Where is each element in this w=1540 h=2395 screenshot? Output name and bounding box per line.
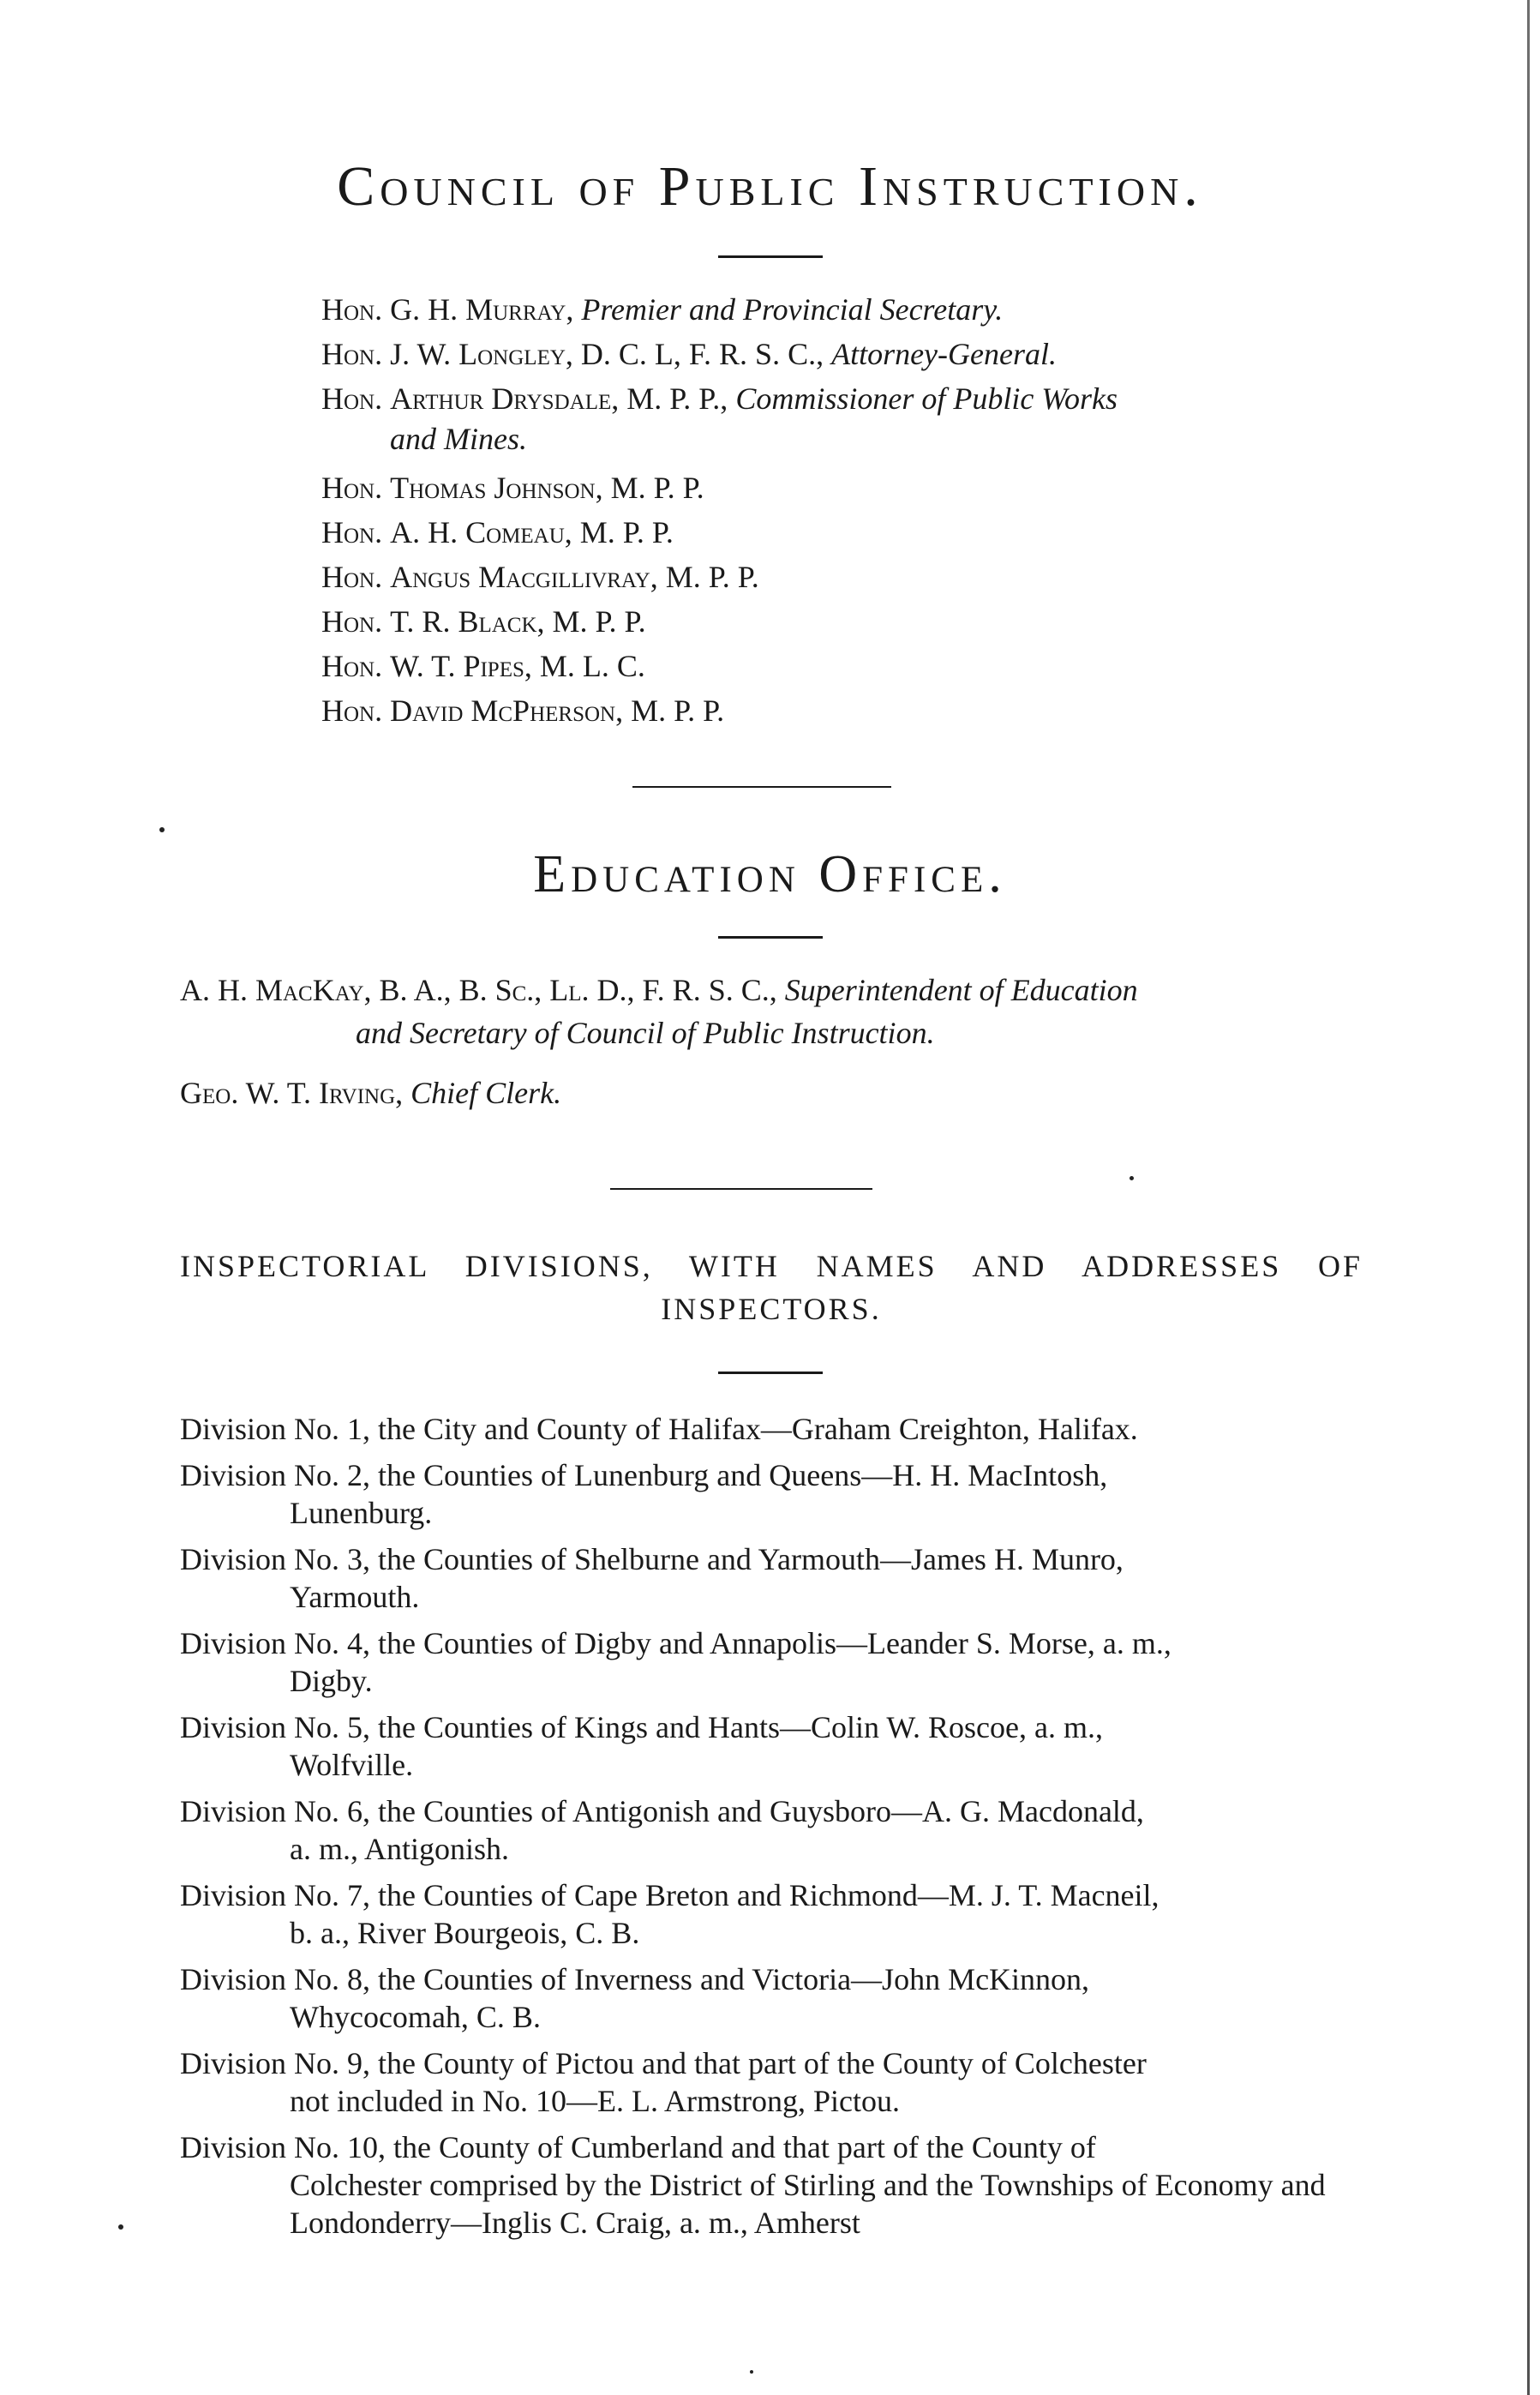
division-entry xyxy=(180,1410,1363,1448)
council-member-list xyxy=(321,287,1384,733)
member-name: Thomas Johnson, M. P. P. xyxy=(390,471,704,505)
print-speck xyxy=(1130,1176,1134,1180)
council-member xyxy=(321,376,1384,457)
division-text: Division No. 7, the Counties of Cape Breton and Richmond—M. J. T. Macneil, xyxy=(180,1878,1159,1912)
division-list xyxy=(180,1410,1363,2250)
page-edge-shadow xyxy=(1527,0,1530,2395)
member-prefix: Hon. xyxy=(321,560,383,594)
member-role: Premier and Provincial Secretary. xyxy=(581,292,1004,327)
division-entry xyxy=(180,1876,1363,1952)
council-member xyxy=(321,287,1384,332)
section-divider xyxy=(610,1188,872,1190)
member-name: T. R. Black, M. P. P. xyxy=(390,604,646,639)
title-rule xyxy=(718,1372,823,1374)
member-name: A. H. Comeau, M. P. P. xyxy=(390,515,674,549)
member-prefix: Hon. xyxy=(321,649,383,683)
division-continuation: a. m., Antigonish. xyxy=(290,1832,510,1866)
council-member xyxy=(321,465,1384,510)
council-member xyxy=(321,644,1384,688)
division-entry xyxy=(180,1792,1363,1868)
title-rule xyxy=(718,936,823,939)
division-text: Division No. 5, the Counties of Kings and Hants—Colin W. Roscoe, a. m., xyxy=(180,1710,1103,1744)
council-member xyxy=(321,332,1384,376)
division-continuation: not included in No. 10—E. L. Armstrong, Pictou. xyxy=(290,2084,900,2118)
division-text: Division No. 9, the County of Pictou and that part of the County of Colchester xyxy=(180,2046,1147,2080)
member-name: J. W. Longley, D. C. L, F. R. S. C., xyxy=(390,337,824,371)
print-speck xyxy=(750,2370,753,2374)
division-continuation: Digby. xyxy=(290,1664,373,1698)
member-name: Angus Macgillivray, M. P. P. xyxy=(390,560,759,594)
council-title: Council of Public Instruction. xyxy=(337,155,1203,218)
member-prefix: Hon. xyxy=(321,604,383,639)
title-rule xyxy=(718,255,823,258)
division-text: Division No. 1, the City and County of Halifax—Graham Creighton, Halifax. xyxy=(180,1412,1138,1446)
member-prefix: Hon. xyxy=(321,337,383,371)
council-member xyxy=(321,510,1384,555)
member-role: Commissioner of Public Works xyxy=(735,381,1118,416)
division-continuation: Wolfville. xyxy=(290,1748,414,1782)
member-prefix: Hon. xyxy=(321,381,383,416)
member-prefix: Hon. xyxy=(321,471,383,505)
education-office-title: Education Office. xyxy=(533,845,1007,903)
staff-name: A. H. MacKay, B. A., B. Sc., Ll. D., F. R. S. C., xyxy=(180,973,777,1007)
division-continuation: Lunenburg. xyxy=(290,1496,433,1530)
division-continuation: Yarmouth. xyxy=(290,1580,420,1614)
member-role-continuation: and Mines. xyxy=(390,422,527,456)
council-member xyxy=(321,555,1384,599)
division-text: Division No. 3, the Counties of Shelburne and Yarmouth—James H. Munro, xyxy=(180,1542,1124,1576)
division-entry xyxy=(180,1708,1363,1784)
division-text: Division No. 6, the Counties of Antigonish and Guysboro—A. G. Macdonald, xyxy=(180,1794,1144,1828)
division-entry xyxy=(180,2044,1363,2120)
division-entry xyxy=(180,1456,1363,1532)
division-entry xyxy=(180,1960,1363,2036)
staff-entry xyxy=(180,1071,1363,1114)
member-role: Attorney-General. xyxy=(831,337,1057,371)
member-prefix: Hon. xyxy=(321,292,383,327)
member-name: G. H. Murray, xyxy=(390,292,574,327)
division-continuation: Whycocomah, C. B. xyxy=(290,2000,541,2034)
member-name: David McPherson, M. P. P. xyxy=(390,693,725,728)
member-name: Arthur Drysdale, M. P. P., xyxy=(390,381,728,416)
council-member xyxy=(321,599,1384,644)
print-speck xyxy=(118,2224,123,2230)
division-continuation: Colchester comprised by the District of Stirling and the Townships of Economy and Londonderry—Inglis C. Craig, a. m., Amherst xyxy=(290,2168,1326,2240)
member-prefix: Hon. xyxy=(321,693,383,728)
division-text: Division No. 2, the Counties of Lunenburg and Queens—H. H. MacIntosh, xyxy=(180,1458,1108,1492)
division-text: Division No. 4, the Counties of Digby and Annapolis—Leander S. Morse, a. m., xyxy=(180,1626,1171,1660)
member-name: W. T. Pipes, M. L. C. xyxy=(390,649,645,683)
staff-role-continuation: and Secretary of Council of Public Instruction. xyxy=(356,1016,935,1050)
division-text: Division No. 8, the Counties of Inverness and Victoria—John McKinnon, xyxy=(180,1962,1090,1996)
print-speck xyxy=(159,827,165,832)
staff-name: Geo. W. T. Irving, xyxy=(180,1076,404,1110)
division-continuation: b. a., River Bourgeois, C. B. xyxy=(290,1916,640,1950)
staff-entry xyxy=(180,969,1363,1054)
division-text: Division No. 10, the County of Cumberland and that part of the County of xyxy=(180,2130,1096,2164)
division-entry xyxy=(180,2128,1363,2242)
education-staff-list xyxy=(180,969,1363,1114)
council-member xyxy=(321,688,1384,733)
staff-role: Chief Clerk. xyxy=(410,1076,562,1110)
division-entry xyxy=(180,1624,1363,1700)
division-entry xyxy=(180,1540,1363,1616)
member-prefix: Hon. xyxy=(321,515,383,549)
inspectorial-title: INSPECTORIAL DIVISIONS, WITH NAMES AND ADDRESSES OF INSPECTORS. xyxy=(180,1249,1363,1326)
staff-role: Superintendent of Education xyxy=(784,973,1138,1007)
section-divider xyxy=(632,786,891,788)
